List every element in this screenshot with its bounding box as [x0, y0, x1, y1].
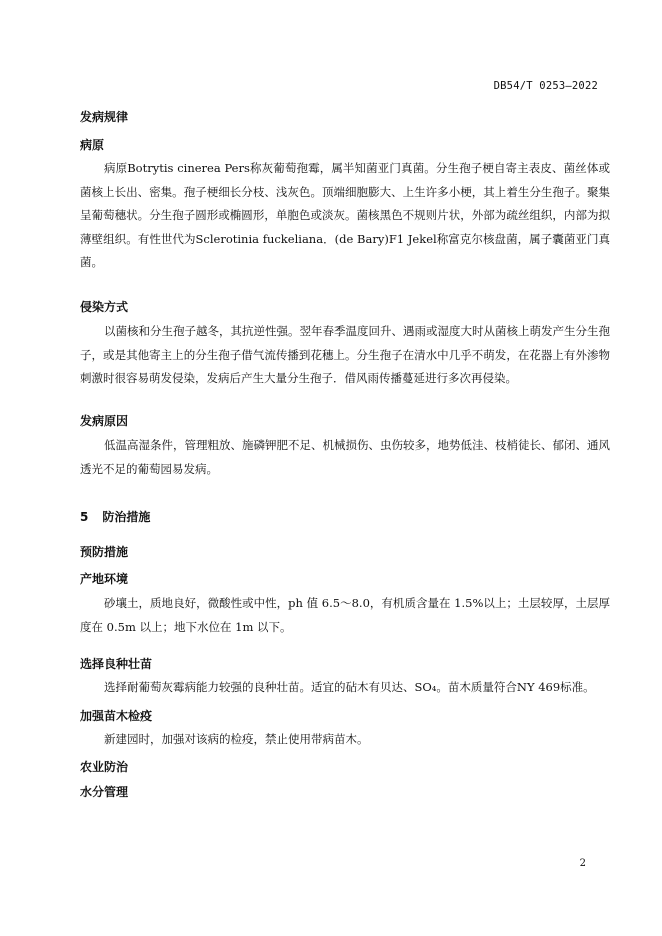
heading-seedling-quarantine: 加强苗木检疫	[80, 709, 153, 723]
heading-agricultural-control: 农业防治	[80, 760, 129, 774]
section-5-heading	[80, 508, 150, 525]
heading-pathogen: 病原	[80, 138, 105, 152]
section-number: 5	[80, 510, 89, 524]
paragraph-pathogen: 病原Botrytis cinerea Pers称灰葡萄孢霉，属半知菌亚门真菌。分生孢子梗自寄主表皮、菌丝体或菌核上长出、密集。孢子梗细长分枝、浅灰色。顶端细胞膨大、上生许多小梗，其上着生分生孢子。聚集呈葡萄穗状。分生孢子圆形或椭圆形，单胞色或淡灰。菌核黑色不规则片状，外部为疏丝组织，内部为拟薄壁组织。有性世代为Sclerotinia fuckeliana．(de Bary)F1 Jekel称富克尔核盘菌，属子囊菌亚门真菌。	[80, 161, 610, 269]
section-title: 防治措施	[102, 510, 151, 524]
page-number: 2	[579, 858, 586, 869]
heading-prevention: 预防措施	[80, 545, 129, 559]
heading-disease-pattern: 发病规律	[80, 110, 129, 124]
heading-water-management: 水分管理	[80, 785, 129, 799]
heading-infection-mode: 侵染方式	[80, 300, 129, 314]
heading-select-seedlings: 选择良种壮苗	[80, 657, 153, 671]
document-code: DB54/T 0253—2022	[493, 80, 598, 92]
heading-site-environment: 产地环境	[80, 572, 129, 586]
heading-disease-causes: 发病原因	[80, 414, 129, 428]
paragraph-site-environment: 砂壤土，质地良好，微酸性或中性，ph 值 6.5～8.0，有机质含量在 1.5%以上；土层较厚，土层厚度在 0.5m 以上；地下水位在 1m 以下。	[80, 596, 610, 634]
paragraph-seedling-quarantine: 新建园时，加强对该病的检疫，禁止使用带病苗木。	[104, 732, 369, 746]
paragraph-disease-causes: 低温高湿条件，管理粗放、施磷钾肥不足、机械损伤、虫伤较多，地势低洼、枝梢徒长、郁闭、通风透光不足的葡萄园易发病。	[80, 438, 610, 476]
paragraph-select-seedlings: 选择耐葡萄灰霉病能力较强的良种壮苗。适宜的砧木有贝达、SO₄。苗木质量符合NY 469标准。	[104, 680, 595, 694]
paragraph-infection-mode: 以菌核和分生孢子越冬，其抗逆性强。翌年春季温度回升、遇雨或湿度大时从菌核上萌发产生分生孢子，或是其他寄主上的分生孢子借气流传播到花穗上。分生孢子在清水中几乎不萌发，在花器上有外渗物刺激时很容易萌发侵染，发病后产生大量分生孢子．借风雨传播蔓延进行多次再侵染。	[80, 324, 610, 385]
